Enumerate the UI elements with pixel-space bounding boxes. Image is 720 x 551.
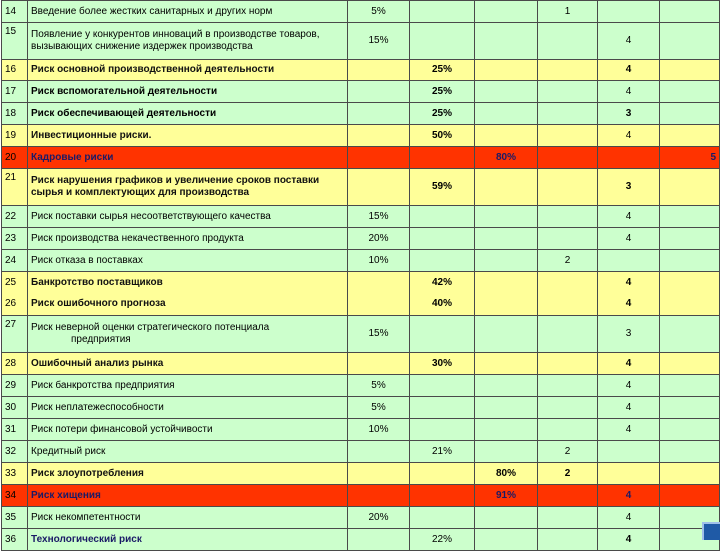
col-6-value: 5 [660, 147, 720, 169]
col-5-value: 4 [598, 397, 660, 419]
col-2-value: 22% [410, 529, 475, 551]
table-row [2, 228, 720, 250]
col-5-value: 4 [598, 529, 660, 551]
col-3-value [475, 507, 538, 529]
risk-name: Риск хищения [28, 485, 348, 507]
col-5-value: 4 [598, 507, 660, 529]
col-1-value [348, 169, 410, 206]
col-6-value [660, 463, 720, 485]
risk-name-line2: предприятия [71, 334, 131, 345]
table-row [2, 125, 720, 147]
table-row [2, 507, 720, 529]
col-4-value [538, 294, 598, 316]
col-3-value [475, 169, 538, 206]
col-4-value [538, 485, 598, 507]
table-row [2, 272, 720, 294]
col-5-value: 4 [598, 419, 660, 441]
row-number: 14 [2, 1, 28, 23]
risk-name: Риск потери финансовой устойчивости [28, 419, 348, 441]
col-6-value [660, 60, 720, 81]
row-number: 21 [2, 169, 28, 206]
col-2-value: 25% [410, 103, 475, 125]
col-1-value: 10% [348, 250, 410, 272]
col-1-value: 5% [348, 375, 410, 397]
col-6-value [660, 397, 720, 419]
risk-name: Введение более жестких санитарных и других норм [28, 1, 348, 23]
col-3-value [475, 375, 538, 397]
col-5-value [598, 1, 660, 23]
risk-name: Риск злоупотребления [28, 463, 348, 485]
col-6-value [660, 169, 720, 206]
col-5-value: 4 [598, 375, 660, 397]
col-5-value: 4 [598, 272, 660, 294]
col-3-value: 91% [475, 485, 538, 507]
table-row [2, 294, 720, 316]
risk-table [1, 0, 720, 551]
col-2-value [410, 228, 475, 250]
row-number: 33 [2, 463, 28, 485]
col-2-value: 21% [410, 441, 475, 463]
col-3-value: 80% [475, 463, 538, 485]
col-3-value [475, 1, 538, 23]
risk-name: Банкротство поставщиков [28, 272, 348, 294]
col-5-value [598, 250, 660, 272]
col-6-value [660, 125, 720, 147]
col-3-value [475, 60, 538, 81]
col-3-value [475, 125, 538, 147]
table-row [2, 375, 720, 397]
col-6-value [660, 419, 720, 441]
col-6-value [660, 228, 720, 250]
col-4-value [538, 206, 598, 228]
col-2-value: 50% [410, 125, 475, 147]
table-row [2, 353, 720, 375]
col-3-value [475, 441, 538, 463]
col-2-value [410, 507, 475, 529]
col-2-value: 25% [410, 81, 475, 103]
row-number: 17 [2, 81, 28, 103]
col-1-value [348, 353, 410, 375]
col-3-value [475, 316, 538, 353]
row-number: 22 [2, 206, 28, 228]
row-number: 19 [2, 125, 28, 147]
row-number: 32 [2, 441, 28, 463]
col-6-value [660, 441, 720, 463]
col-6-value [660, 23, 720, 60]
col-1-value: 20% [348, 228, 410, 250]
risk-name [28, 316, 348, 353]
col-6-value [660, 206, 720, 228]
row-number: 18 [2, 103, 28, 125]
risk-name: Риск вспомогательной деятельности [28, 81, 348, 103]
table-row [2, 463, 720, 485]
col-4-value [538, 397, 598, 419]
table-row [2, 397, 720, 419]
col-1-value [348, 485, 410, 507]
col-1-value [348, 272, 410, 294]
row-number: 27 [2, 316, 28, 353]
col-5-value: 3 [598, 316, 660, 353]
col-1-value: 10% [348, 419, 410, 441]
col-2-value: 42% [410, 272, 475, 294]
risk-name: Риск некомпетентности [28, 507, 348, 529]
col-4-value: 2 [538, 463, 598, 485]
col-4-value [538, 125, 598, 147]
col-4-value [538, 103, 598, 125]
table-row [2, 206, 720, 228]
row-number: 24 [2, 250, 28, 272]
col-1-value [348, 147, 410, 169]
col-2-value [410, 485, 475, 507]
col-2-value [410, 250, 475, 272]
col-5-value: 4 [598, 206, 660, 228]
col-2-value [410, 463, 475, 485]
corner-square-icon [702, 522, 720, 540]
risk-name: Технологический риск [28, 529, 348, 551]
row-number: 26 [2, 294, 28, 316]
risk-name: Инвестиционные риски. [28, 125, 348, 147]
col-6-value [660, 485, 720, 507]
row-number: 29 [2, 375, 28, 397]
col-2-value [410, 23, 475, 60]
col-1-value: 5% [348, 397, 410, 419]
col-3-value [475, 103, 538, 125]
table-row [2, 103, 720, 125]
table-row [2, 419, 720, 441]
col-5-value [598, 441, 660, 463]
table-row [2, 147, 720, 169]
col-6-value [660, 316, 720, 353]
row-number: 16 [2, 60, 28, 81]
col-1-value [348, 103, 410, 125]
col-3-value [475, 294, 538, 316]
col-2-value [410, 316, 475, 353]
col-1-value [348, 60, 410, 81]
table-row [2, 485, 720, 507]
col-4-value [538, 353, 598, 375]
risk-name: Риск нарушения графиков и увеличение сроков поставки сырья и комплектующих для производства [28, 169, 348, 206]
col-3-value [475, 397, 538, 419]
col-2-value: 40% [410, 294, 475, 316]
col-4-value [538, 60, 598, 81]
col-2-value [410, 397, 475, 419]
col-2-value: 25% [410, 60, 475, 81]
col-1-value [348, 463, 410, 485]
risk-name: Риск ошибочного прогноза [28, 294, 348, 316]
col-4-value [538, 228, 598, 250]
risk-name: Риск основной производственной деятельности [28, 60, 348, 81]
risk-name: Риск производства некачественного продукта [28, 228, 348, 250]
col-3-value [475, 272, 538, 294]
row-number: 31 [2, 419, 28, 441]
col-5-value: 4 [598, 125, 660, 147]
col-1-value: 5% [348, 1, 410, 23]
table-row [2, 23, 720, 60]
col-3-value [475, 81, 538, 103]
col-4-value [538, 169, 598, 206]
col-2-value: 59% [410, 169, 475, 206]
col-5-value: 4 [598, 485, 660, 507]
risk-name: Риск отказа в поставках [28, 250, 348, 272]
row-number: 20 [2, 147, 28, 169]
risk-name: Ошибочный анализ рынка [28, 353, 348, 375]
row-number: 28 [2, 353, 28, 375]
table-row [2, 250, 720, 272]
table-row [2, 441, 720, 463]
col-6-value [660, 375, 720, 397]
risk-name: Риск обеспечивающей деятельности [28, 103, 348, 125]
col-4-value: 2 [538, 250, 598, 272]
risk-name: Кадровые риски [28, 147, 348, 169]
col-2-value [410, 375, 475, 397]
col-6-value [660, 250, 720, 272]
col-6-value [660, 353, 720, 375]
table-row [2, 1, 720, 23]
col-4-value [538, 147, 598, 169]
col-4-value: 1 [538, 1, 598, 23]
table-row [2, 60, 720, 81]
col-5-value: 4 [598, 353, 660, 375]
row-number: 23 [2, 228, 28, 250]
col-6-value [660, 272, 720, 294]
col-4-value: 2 [538, 441, 598, 463]
row-number: 34 [2, 485, 28, 507]
risk-name-line1: Риск неверной оценки стратегического потенциала [31, 322, 270, 333]
col-3-value [475, 353, 538, 375]
col-5-value: 3 [598, 103, 660, 125]
col-1-value [348, 441, 410, 463]
col-5-value: 4 [598, 81, 660, 103]
col-1-value: 15% [348, 23, 410, 60]
col-6-value [660, 294, 720, 316]
col-4-value [538, 81, 598, 103]
col-4-value [538, 375, 598, 397]
col-6-value [660, 81, 720, 103]
col-2-value [410, 419, 475, 441]
col-4-value [538, 419, 598, 441]
col-4-value [538, 316, 598, 353]
table-row [2, 169, 720, 206]
col-5-value: 4 [598, 294, 660, 316]
col-3-value [475, 228, 538, 250]
col-2-value [410, 147, 475, 169]
col-2-value [410, 1, 475, 23]
col-5-value [598, 147, 660, 169]
table-row [2, 316, 720, 353]
col-6-value [660, 103, 720, 125]
col-4-value [538, 507, 598, 529]
col-3-value [475, 419, 538, 441]
col-3-value: 80% [475, 147, 538, 169]
col-1-value: 15% [348, 206, 410, 228]
col-2-value: 30% [410, 353, 475, 375]
col-5-value [598, 463, 660, 485]
col-5-value: 3 [598, 169, 660, 206]
col-6-value [660, 1, 720, 23]
risk-name: Появление у конкурентов инноваций в производстве товаров, вызывающих снижение издержек производства [28, 23, 348, 60]
risk-name: Риск банкротства предприятия [28, 375, 348, 397]
risk-name: Риск поставки сырья несоответствующего качества [28, 206, 348, 228]
col-1-value: 15% [348, 316, 410, 353]
row-number: 35 [2, 507, 28, 529]
col-3-value [475, 250, 538, 272]
col-1-value [348, 294, 410, 316]
col-1-value: 20% [348, 507, 410, 529]
risk-name: Кредитный риск [28, 441, 348, 463]
col-5-value: 4 [598, 23, 660, 60]
row-number: 25 [2, 272, 28, 294]
col-4-value [538, 23, 598, 60]
col-1-value [348, 81, 410, 103]
col-4-value [538, 272, 598, 294]
col-5-value: 4 [598, 228, 660, 250]
row-number: 36 [2, 529, 28, 551]
col-2-value [410, 206, 475, 228]
table-row [2, 81, 720, 103]
row-number: 15 [2, 23, 28, 60]
risk-name: Риск неплатежеспособности [28, 397, 348, 419]
col-5-value: 4 [598, 60, 660, 81]
col-3-value [475, 206, 538, 228]
col-1-value [348, 125, 410, 147]
col-3-value [475, 23, 538, 60]
row-number: 30 [2, 397, 28, 419]
